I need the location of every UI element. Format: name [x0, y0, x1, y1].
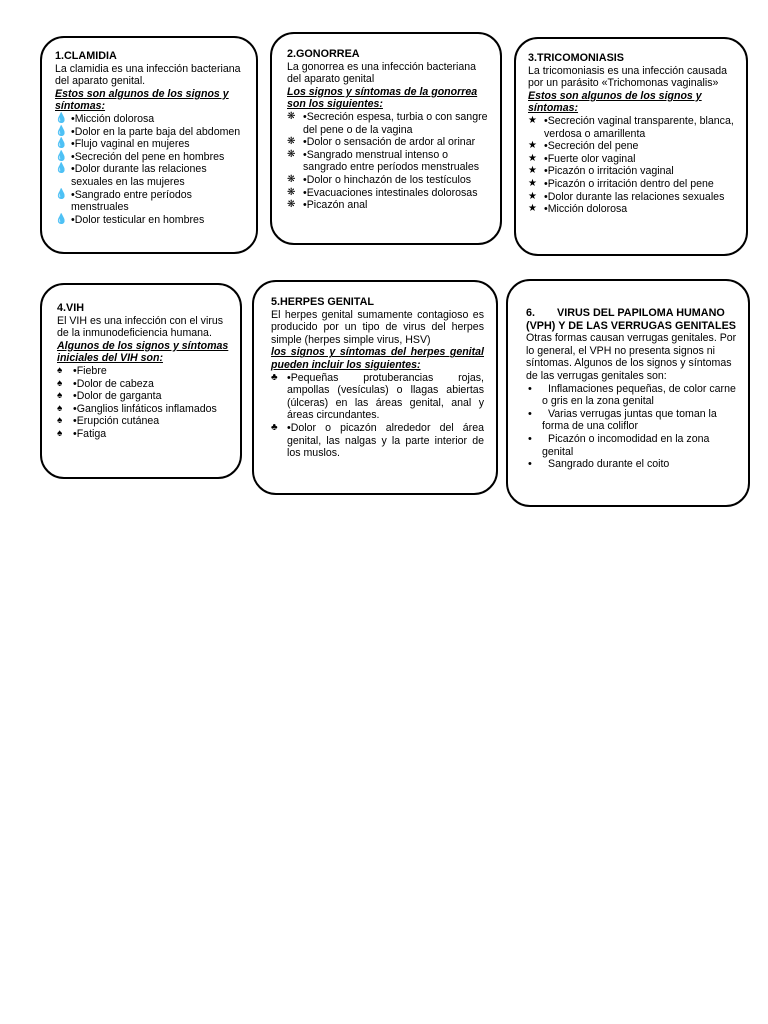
list-item: • Varias verrugas juntas que toman la forma de una coliflor: [528, 407, 717, 433]
card-clamidia: [40, 36, 258, 254]
card-lead: Los signos y síntomas de la gonorrea son los siguientes:: [287, 85, 478, 111]
bullet-icon: •: [528, 432, 532, 445]
symptom-list: [57, 365, 230, 441]
club-icon: ♣: [271, 371, 278, 383]
list-item: ★ •Fuerte olor vaginal: [528, 152, 636, 165]
list-item: • Sangrado durante el coito: [528, 458, 670, 471]
list-item: ★ •Secreción vaginal transparente, blanca, verdosa o amarillenta: [528, 114, 734, 140]
snowflake-icon: ❋: [287, 110, 296, 122]
snowflake-icon: ❋: [287, 199, 296, 211]
list-item: • Inflamaciones pequeñas, de color carne o gris en la zona genital: [528, 382, 736, 408]
bullet-icon: •: [528, 407, 532, 420]
card-title: 2.GONORREA: [287, 48, 360, 60]
list-item: 💧 •Dolor durante las relaciones sexuales en las mujeres: [55, 163, 207, 188]
card-vih: [40, 283, 242, 479]
list-item: 💧 •Dolor testicular en hombres: [55, 213, 205, 226]
list-item: 💧 •Dolor en la parte baja del abdomen: [55, 125, 241, 138]
bullet-icon: •: [528, 458, 532, 471]
list-item: ★ •Secreción del pene: [528, 140, 639, 153]
symptom-list: [271, 372, 484, 460]
snowflake-icon: ❋: [287, 186, 296, 198]
drop-icon: 💧: [55, 163, 68, 175]
card-lead: Estos son algunos de los signos y síntomas:: [528, 89, 702, 115]
list-item: ★ •Picazón o irritación vaginal: [528, 165, 674, 178]
star-icon: ★: [528, 203, 537, 215]
card-vph: [506, 279, 750, 507]
snowflake-icon: ❋: [287, 136, 296, 148]
card-intro: El herpes genital sumamente contagioso es producido por un tipo de virus del herpes simple (herpes simple virus, HSV): [271, 308, 484, 346]
card-intro: Otras formas causan verrugas genitales. Por lo general, el VPH no presenta signos ni síntomas. Algunos de los signos y síntomas de las verrugas genitales son:: [526, 332, 737, 382]
symptom-list: [287, 111, 490, 212]
star-icon: ★: [528, 152, 537, 164]
card-lead: Algunos de los signos y síntomas iniciales del VIH son:: [57, 339, 229, 365]
list-item: ❋ •Dolor o hinchazón de los testículos: [287, 173, 472, 186]
drop-icon: 💧: [55, 188, 68, 200]
spade-icon: ♠: [57, 377, 63, 389]
list-item: 💧 •Secreción del pene en hombres: [55, 150, 225, 163]
spade-icon: ♠: [57, 427, 63, 439]
list-item: ❋ •Evacuaciones intestinales dolorosas: [287, 186, 478, 199]
symptom-list: [55, 113, 246, 226]
list-item: ★ •Micción dolorosa: [528, 203, 628, 216]
drop-icon: 💧: [55, 112, 68, 124]
list-item: ★ •Dolor durante las relaciones sexuales: [528, 190, 725, 203]
club-icon: ♣: [271, 421, 278, 433]
card-title: 6. VIRUS DEL PAPILOMA HUMANO (VPH) Y DE LAS VERRUGAS GENITALES: [526, 307, 736, 332]
snowflake-icon: ❋: [287, 173, 296, 185]
card-tricomoniasis: [514, 37, 748, 256]
spade-icon: ♠: [57, 415, 63, 427]
symptom-list: [528, 115, 736, 216]
star-icon: ★: [528, 190, 537, 202]
list-item: ❋ •Dolor o sensación de ardor al orinar: [287, 136, 476, 149]
list-item: ♠ •Dolor de cabeza: [57, 377, 154, 390]
card-gonorrea: [270, 32, 502, 245]
card-title: 5.HERPES GENITAL: [271, 296, 374, 308]
drop-icon: 💧: [55, 125, 68, 137]
list-item: ♠ •Fatiga: [57, 427, 107, 440]
list-item: 💧 •Flujo vaginal en mujeres: [55, 138, 190, 151]
list-item: 💧 •Sangrado entre períodos menstruales: [55, 188, 192, 214]
card-intro: La clamidia es una infección bacteriana del aparato genital.: [55, 62, 241, 88]
drop-icon: 💧: [55, 150, 68, 162]
card-intro: La tricomoniasis es una infección causada por un parásito «Trichomonas vaginalis»: [528, 64, 728, 90]
list-item: ★ •Picazón o irritación dentro del pene: [528, 177, 714, 190]
card-lead: Estos son algunos de los signos y síntomas:: [55, 87, 229, 113]
drop-icon: 💧: [55, 138, 68, 150]
card-herpes-genital: [252, 280, 498, 495]
list-item: ♠ •Dolor de garganta: [57, 390, 162, 403]
list-item: ♠ •Erupción cutánea: [57, 415, 160, 428]
list-item: ♣ •Dolor o picazón alrededor del área genital, las nalgas y la parte interior de los muslos.: [271, 421, 484, 460]
card-title: 3.TRICOMONIASIS: [528, 52, 624, 64]
card-title: 4.VIH: [57, 302, 85, 314]
card-number: 6.: [526, 307, 536, 319]
spade-icon: ♠: [57, 390, 63, 402]
list-item: ♠ •Fiebre: [57, 364, 107, 377]
star-icon: ★: [528, 165, 537, 177]
spade-icon: ♠: [57, 402, 63, 414]
list-item: ❋ •Sangrado menstrual intenso o sangrado entre períodos menstruales: [287, 148, 480, 174]
drop-icon: 💧: [55, 213, 68, 225]
list-item: ♠ •Ganglios linfáticos inflamados: [57, 402, 217, 415]
symptom-list: [526, 383, 737, 471]
card-intro: La gonorrea es una infección bacteriana del aparato genital: [287, 60, 477, 86]
list-item: ❋ •Secreción espesa, turbia o con sangre del pene o de la vagina: [287, 110, 488, 136]
star-icon: ★: [528, 114, 537, 126]
star-icon: ★: [528, 177, 537, 189]
card-intro: El VIH es una infección con el virus de la inmunodeficiencia humana.: [57, 314, 224, 340]
bullet-icon: •: [528, 382, 532, 395]
snowflake-icon: ❋: [287, 148, 296, 160]
list-item: 💧 •Micción dolorosa: [55, 112, 155, 125]
spade-icon: ♠: [57, 364, 63, 376]
star-icon: ★: [528, 140, 537, 152]
list-item: ♣ •Pequeñas protuberancias rojas, ampollas (vesículas) o llagas abiertas (úlceras) en las áreas genital, anal y áreas circundantes.: [271, 371, 484, 422]
card-lead: los signos y síntomas del herpes genital pueden incluir los siguientes:: [271, 346, 484, 371]
list-item: ❋ •Picazón anal: [287, 199, 368, 212]
card-title: 1.CLAMIDIA: [55, 50, 117, 62]
list-item: • Picazón o incomodidad en la zona genital: [528, 432, 710, 458]
